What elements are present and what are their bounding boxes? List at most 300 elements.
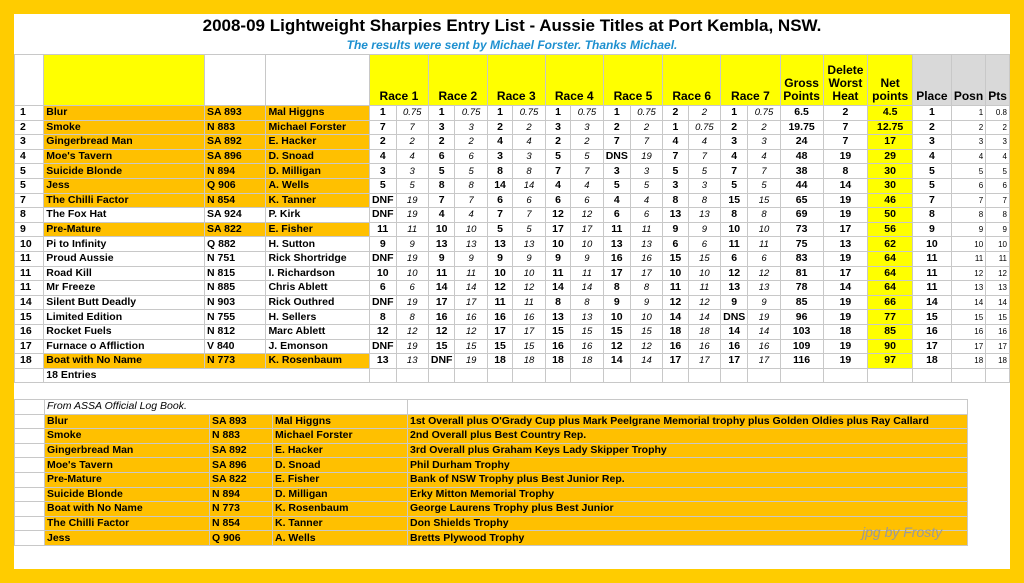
race-3-place: 11 xyxy=(487,295,512,310)
race-7-points: 5 xyxy=(748,178,780,193)
race-2-points: 10 xyxy=(455,222,487,237)
net-points: 30 xyxy=(868,164,913,179)
deleted-heat: 19 xyxy=(823,149,868,164)
result-row xyxy=(15,222,1010,237)
place: 2 xyxy=(913,120,952,135)
place: 5 xyxy=(913,164,952,179)
award-description: Erky Mitton Memorial Trophy xyxy=(408,487,968,502)
place: 1 xyxy=(913,106,952,121)
race-4-points: 11 xyxy=(571,266,603,281)
award-skipper: K. Tanner xyxy=(273,516,408,531)
race-5-place: 12 xyxy=(603,339,630,354)
header-gross-points: Gross Points xyxy=(780,55,823,106)
posn: 3 xyxy=(951,135,985,150)
award-skipper: D. Milligan xyxy=(273,487,408,502)
gross-points: 116 xyxy=(780,354,823,369)
race-3-points: 12 xyxy=(513,281,545,296)
race-4-points: 9 xyxy=(571,251,603,266)
place: 7 xyxy=(913,193,952,208)
race-1-place: 13 xyxy=(369,354,396,369)
race-2-place: 7 xyxy=(428,193,455,208)
award-boat: Gingerbread Man xyxy=(45,443,210,458)
gross-points: 6.5 xyxy=(780,106,823,121)
boat-name: Moe's Tavern xyxy=(44,149,205,164)
deleted-heat: 7 xyxy=(823,120,868,135)
award-boat: Moe's Tavern xyxy=(45,458,210,473)
award-skipper: E. Hacker xyxy=(273,443,408,458)
race-2-place: 8 xyxy=(428,178,455,193)
sail-number: SA 896 xyxy=(205,149,266,164)
net-points: 97 xyxy=(868,354,913,369)
race-6-place: 16 xyxy=(663,339,688,354)
race-6-points: 14 xyxy=(688,310,720,325)
award-blank xyxy=(15,443,45,458)
award-skipper: A. Wells xyxy=(273,531,408,546)
race-6-points: 11 xyxy=(688,281,720,296)
race-5-place: 9 xyxy=(603,295,630,310)
race-3-place: 1 xyxy=(487,106,512,121)
empty-cell xyxy=(545,368,570,383)
gross-points: 96 xyxy=(780,310,823,325)
boat-name: Pre-Mature xyxy=(44,222,205,237)
result-row xyxy=(15,106,1010,121)
deleted-heat: 19 xyxy=(823,208,868,223)
row-number: 2 xyxy=(15,120,44,135)
award-description: Bank of NSW Trophy plus Best Junior Rep. xyxy=(408,472,968,487)
race-1-points: 19 xyxy=(396,208,428,223)
race-7-place: 12 xyxy=(721,266,748,281)
boat-name: Limited Edition xyxy=(44,310,205,325)
award-skipper: K. Rosenbaum xyxy=(273,502,408,517)
header-pts: Pts xyxy=(986,55,1010,106)
race-4-place: 9 xyxy=(545,251,570,266)
race-5-place: 10 xyxy=(603,310,630,325)
race-6-place: 5 xyxy=(663,164,688,179)
award-boat: The Chilli Factor xyxy=(45,516,210,531)
award-description: Phil Durham Trophy xyxy=(408,458,968,473)
race-3-points: 15 xyxy=(513,339,545,354)
net-points: 50 xyxy=(868,208,913,223)
race-2-points: 14 xyxy=(455,281,487,296)
race-7-place: 4 xyxy=(721,149,748,164)
empty-cell xyxy=(603,368,630,383)
posn: 8 xyxy=(951,208,985,223)
race-6-place: 17 xyxy=(663,354,688,369)
race-3-points: 3 xyxy=(513,149,545,164)
place: 11 xyxy=(913,281,952,296)
race-6-place: 6 xyxy=(663,237,688,252)
skipper-name: Mal Higgns xyxy=(266,106,370,121)
deleted-heat: 17 xyxy=(823,222,868,237)
row-number: 8 xyxy=(15,208,44,223)
race-5-place: 14 xyxy=(603,354,630,369)
pts: 16 xyxy=(986,324,1010,339)
race-2-place: 2 xyxy=(428,135,455,150)
entries-row xyxy=(15,368,1010,383)
race-7-place: 9 xyxy=(721,295,748,310)
race-1-points: 2 xyxy=(396,135,428,150)
race-6-points: 13 xyxy=(688,208,720,223)
header-net-points: Net points xyxy=(868,55,913,106)
sail-number: N 894 xyxy=(205,164,266,179)
deleted-heat: 8 xyxy=(823,164,868,179)
pts: 10 xyxy=(986,237,1010,252)
deleted-heat: 18 xyxy=(823,324,868,339)
race-1-place: 2 xyxy=(369,135,396,150)
boat-name: Furnace o Affliction xyxy=(44,339,205,354)
award-sail: SA 896 xyxy=(210,458,273,473)
race-1-points: 19 xyxy=(396,193,428,208)
skipper-name: K. Rosenbaum xyxy=(266,354,370,369)
race-6-place: 1 xyxy=(663,120,688,135)
race-3-place: 2 xyxy=(487,120,512,135)
race-6-points: 0.75 xyxy=(688,120,720,135)
award-sail: SA 893 xyxy=(210,414,273,429)
race-6-place: 15 xyxy=(663,251,688,266)
race-1-place: 8 xyxy=(369,310,396,325)
award-sail: N 773 xyxy=(210,502,273,517)
net-points: 90 xyxy=(868,339,913,354)
gross-points: 85 xyxy=(780,295,823,310)
award-description: 3rd Overall plus Graham Keys Lady Skipper Trophy xyxy=(408,443,968,458)
row-number: 11 xyxy=(15,281,44,296)
race-5-place: 6 xyxy=(603,208,630,223)
race-6-place: 11 xyxy=(663,281,688,296)
deleted-heat: 2 xyxy=(823,106,868,121)
result-row xyxy=(15,149,1010,164)
race-1-place: DNF xyxy=(369,193,396,208)
gross-points: 83 xyxy=(780,251,823,266)
pts: 4 xyxy=(986,149,1010,164)
net-points: 56 xyxy=(868,222,913,237)
race-3-place: 5 xyxy=(487,222,512,237)
race-1-place: 12 xyxy=(369,324,396,339)
pts: 11 xyxy=(986,251,1010,266)
race-7-place: 13 xyxy=(721,281,748,296)
race-7-points: 3 xyxy=(748,135,780,150)
race-2-place: 14 xyxy=(428,281,455,296)
race-2-points: 3 xyxy=(455,120,487,135)
posn: 5 xyxy=(951,164,985,179)
place: 10 xyxy=(913,237,952,252)
header-race-7: Race 7 xyxy=(721,55,781,106)
race-4-place: 10 xyxy=(545,237,570,252)
pts: 6 xyxy=(986,178,1010,193)
race-4-points: 15 xyxy=(571,324,603,339)
header-skipper xyxy=(266,55,370,106)
header-race-1: Race 1 xyxy=(369,55,428,106)
race-4-points: 14 xyxy=(571,281,603,296)
result-row xyxy=(15,120,1010,135)
net-points: 64 xyxy=(868,251,913,266)
race-3-points: 7 xyxy=(513,208,545,223)
deleted-heat: 19 xyxy=(823,339,868,354)
credit-text: jpg by Frosty xyxy=(862,524,943,540)
deleted-heat: 17 xyxy=(823,266,868,281)
result-row xyxy=(15,281,1010,296)
gross-points: 103 xyxy=(780,324,823,339)
race-2-place: 15 xyxy=(428,339,455,354)
pts: 3 xyxy=(986,135,1010,150)
race-2-points: 0.75 xyxy=(455,106,487,121)
race-5-place: 7 xyxy=(603,135,630,150)
race-7-points: 2 xyxy=(748,120,780,135)
empty-cell xyxy=(663,368,688,383)
race-7-place: 7 xyxy=(721,164,748,179)
race-7-points: 12 xyxy=(748,266,780,281)
race-6-points: 4 xyxy=(688,135,720,150)
empty-cell xyxy=(780,368,823,383)
race-6-points: 2 xyxy=(688,106,720,121)
race-2-points: 11 xyxy=(455,266,487,281)
boat-name: Silent Butt Deadly xyxy=(44,295,205,310)
gross-points: 44 xyxy=(780,178,823,193)
race-4-place: 3 xyxy=(545,120,570,135)
race-5-points: 17 xyxy=(630,266,662,281)
race-7-points: 16 xyxy=(748,339,780,354)
entries-count: 18 Entries xyxy=(44,368,370,383)
empty-cell xyxy=(396,368,428,383)
race-3-place: 12 xyxy=(487,281,512,296)
skipper-name: H. Sellers xyxy=(266,310,370,325)
race-7-place: 14 xyxy=(721,324,748,339)
row-number: 3 xyxy=(15,135,44,150)
posn: 12 xyxy=(951,266,985,281)
race-3-points: 5 xyxy=(513,222,545,237)
race-7-points: 13 xyxy=(748,281,780,296)
race-5-points: 14 xyxy=(630,354,662,369)
result-row xyxy=(15,310,1010,325)
empty-cell xyxy=(721,368,748,383)
race-7-place: 1 xyxy=(721,106,748,121)
result-row xyxy=(15,208,1010,223)
header-place: Place xyxy=(913,55,952,106)
deleted-heat: 14 xyxy=(823,281,868,296)
boat-name: Rocket Fuels xyxy=(44,324,205,339)
award-row xyxy=(15,458,968,473)
race-5-place: 1 xyxy=(603,106,630,121)
sail-number: N 755 xyxy=(205,310,266,325)
race-6-place: 14 xyxy=(663,310,688,325)
posn: 7 xyxy=(951,193,985,208)
award-blank xyxy=(15,531,45,546)
pts: 5 xyxy=(986,164,1010,179)
sail-number: N 854 xyxy=(205,193,266,208)
race-7-points: 17 xyxy=(748,354,780,369)
race-3-points: 10 xyxy=(513,266,545,281)
race-1-place: 7 xyxy=(369,120,396,135)
award-description: George Laurens Trophy plus Best Junior xyxy=(408,502,968,517)
header-delete-worst-heat: Delete Worst Heat xyxy=(823,55,868,106)
skipper-name: K. Tanner xyxy=(266,193,370,208)
page-title: 2008-09 Lightweight Sharpies Entry List - Aussie Titles at Port Kembla, NSW. xyxy=(202,16,822,35)
sail-number: SA 822 xyxy=(205,222,266,237)
deleted-heat: 14 xyxy=(823,178,868,193)
sail-number: SA 892 xyxy=(205,135,266,150)
race-2-points: 2 xyxy=(455,135,487,150)
race-5-points: 5 xyxy=(630,178,662,193)
race-5-points: 13 xyxy=(630,237,662,252)
header-blank xyxy=(15,55,44,106)
net-points: 4.5 xyxy=(868,106,913,121)
deleted-heat: 19 xyxy=(823,295,868,310)
race-3-place: 18 xyxy=(487,354,512,369)
row-number: 18 xyxy=(15,354,44,369)
sail-number: SA 924 xyxy=(205,208,266,223)
race-4-place: 14 xyxy=(545,281,570,296)
result-row xyxy=(15,193,1010,208)
race-1-place: DNF xyxy=(369,339,396,354)
net-points: 64 xyxy=(868,266,913,281)
race-5-points: 10 xyxy=(630,310,662,325)
race-7-place: 2 xyxy=(721,120,748,135)
gross-points: 48 xyxy=(780,149,823,164)
net-points: 46 xyxy=(868,193,913,208)
race-2-points: 17 xyxy=(455,295,487,310)
sail-number: N 815 xyxy=(205,266,266,281)
race-6-place: 12 xyxy=(663,295,688,310)
race-1-points: 0.75 xyxy=(396,106,428,121)
race-1-place: 3 xyxy=(369,164,396,179)
pts: 9 xyxy=(986,222,1010,237)
deleted-heat: 19 xyxy=(823,193,868,208)
race-3-points: 2 xyxy=(513,120,545,135)
race-1-points: 6 xyxy=(396,281,428,296)
race-7-place: 10 xyxy=(721,222,748,237)
race-7-place: 8 xyxy=(721,208,748,223)
race-1-place: DNF xyxy=(369,208,396,223)
race-4-points: 3 xyxy=(571,120,603,135)
award-sail: SA 822 xyxy=(210,472,273,487)
race-6-place: 9 xyxy=(663,222,688,237)
race-1-points: 9 xyxy=(396,237,428,252)
logbook-row xyxy=(15,400,968,415)
race-1-place: 6 xyxy=(369,281,396,296)
header-boat xyxy=(44,55,205,106)
race-3-points: 16 xyxy=(513,310,545,325)
race-7-points: 0.75 xyxy=(748,106,780,121)
pts: 0.8 xyxy=(986,106,1010,121)
race-1-place: DNF xyxy=(369,251,396,266)
boat-name: Jess xyxy=(44,178,205,193)
award-sail: N 854 xyxy=(210,516,273,531)
pts: 14 xyxy=(986,295,1010,310)
sail-number: V 840 xyxy=(205,339,266,354)
award-boat: Suicide Blonde xyxy=(45,487,210,502)
race-5-points: 7 xyxy=(630,135,662,150)
result-row xyxy=(15,339,1010,354)
race-6-points: 6 xyxy=(688,237,720,252)
race-3-points: 18 xyxy=(513,354,545,369)
race-2-points: 9 xyxy=(455,251,487,266)
skipper-name: Rick Shortridge xyxy=(266,251,370,266)
row-number: 16 xyxy=(15,324,44,339)
race-2-place: 4 xyxy=(428,208,455,223)
race-4-place: 13 xyxy=(545,310,570,325)
race-5-points: 0.75 xyxy=(630,106,662,121)
place: 18 xyxy=(913,354,952,369)
race-5-points: 4 xyxy=(630,193,662,208)
empty-cell xyxy=(913,368,952,383)
result-row xyxy=(15,251,1010,266)
race-3-points: 0.75 xyxy=(513,106,545,121)
posn: 9 xyxy=(951,222,985,237)
race-5-points: 9 xyxy=(630,295,662,310)
race-1-points: 4 xyxy=(396,149,428,164)
posn: 18 xyxy=(951,354,985,369)
race-6-place: 18 xyxy=(663,324,688,339)
award-boat: Smoke xyxy=(45,429,210,444)
race-6-points: 16 xyxy=(688,339,720,354)
gross-points: 65 xyxy=(780,193,823,208)
awards-table xyxy=(14,399,968,546)
posn: 4 xyxy=(951,149,985,164)
race-1-place: 11 xyxy=(369,222,396,237)
empty-cell xyxy=(513,368,545,383)
row-number: 11 xyxy=(15,251,44,266)
posn: 6 xyxy=(951,178,985,193)
award-row xyxy=(15,531,968,546)
gross-points: 109 xyxy=(780,339,823,354)
net-points: 30 xyxy=(868,178,913,193)
row-number: 17 xyxy=(15,339,44,354)
race-2-place: 12 xyxy=(428,324,455,339)
row-number: 11 xyxy=(15,266,44,281)
race-3-points: 13 xyxy=(513,237,545,252)
race-2-points: 4 xyxy=(455,208,487,223)
race-6-place: 4 xyxy=(663,135,688,150)
race-2-place: 9 xyxy=(428,251,455,266)
race-2-points: 6 xyxy=(455,149,487,164)
race-3-points: 9 xyxy=(513,251,545,266)
row-number: 5 xyxy=(15,178,44,193)
race-5-points: 3 xyxy=(630,164,662,179)
race-2-place: 13 xyxy=(428,237,455,252)
empty-cell xyxy=(571,368,603,383)
race-4-points: 17 xyxy=(571,222,603,237)
race-3-place: 16 xyxy=(487,310,512,325)
place: 8 xyxy=(913,208,952,223)
gross-points: 73 xyxy=(780,222,823,237)
race-7-points: 9 xyxy=(748,295,780,310)
race-6-place: 8 xyxy=(663,193,688,208)
award-description: Bretts Plywood Trophy xyxy=(408,531,968,546)
race-6-place: 2 xyxy=(663,106,688,121)
sail-number: Q 906 xyxy=(205,178,266,193)
race-4-place: 18 xyxy=(545,354,570,369)
race-3-place: 7 xyxy=(487,208,512,223)
page-subtitle: The results were sent by Michael Forster. Thanks Michael. xyxy=(346,38,678,52)
result-row xyxy=(15,266,1010,281)
award-skipper: D. Snoad xyxy=(273,458,408,473)
place: 11 xyxy=(913,266,952,281)
empty-cell xyxy=(986,368,1010,383)
posn: 2 xyxy=(951,120,985,135)
race-3-place: 3 xyxy=(487,149,512,164)
posn: 15 xyxy=(951,310,985,325)
award-boat: Blur xyxy=(45,414,210,429)
skipper-name: H. Sutton xyxy=(266,237,370,252)
race-2-place: 10 xyxy=(428,222,455,237)
race-2-place: 6 xyxy=(428,149,455,164)
header-race-4: Race 4 xyxy=(545,55,603,106)
net-points: 29 xyxy=(868,149,913,164)
award-description: 2nd Overall plus Best Country Rep. xyxy=(408,429,968,444)
skipper-name: D. Milligan xyxy=(266,164,370,179)
race-3-place: 14 xyxy=(487,178,512,193)
net-points: 64 xyxy=(868,281,913,296)
race-3-place: 17 xyxy=(487,324,512,339)
